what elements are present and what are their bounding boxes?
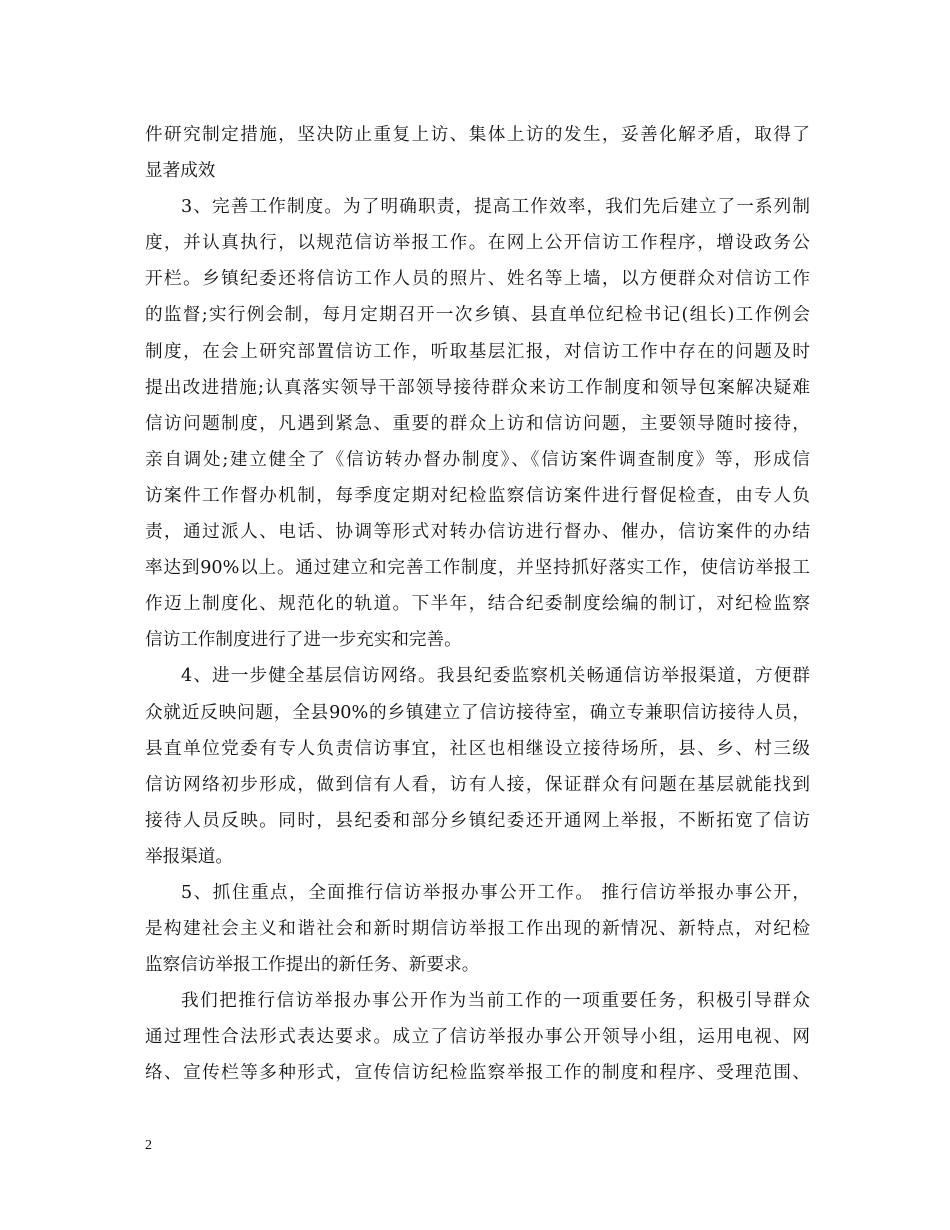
text-line: 开栏。乡镇纪委还将信访工作人员的照片、姓名等上墙，以方便群众对信访工作	[145, 269, 810, 290]
text-line: 提出改进措施;认真落实领导干部领导接待群众来访工作制度和领导包案解决疑难	[145, 377, 810, 398]
paragraph-first-line: 5、抓住重点，全面推行信访举报办事公开工作。 推行信访举报办事公开，	[181, 882, 810, 903]
text-line: 是构建社会主义和谐社会和新时期信访举报工作出现的新情况、新特点，对纪检	[145, 919, 810, 940]
body-text	[145, 117, 810, 1092]
text-line: 责，通过派人、电话、协调等形式对转办信访进行督办、催办，信访案件的办结	[145, 522, 810, 543]
text-line: 制度，在会上研究部置信访工作，听取基层汇报，对信访工作中存在的问题及时	[145, 341, 810, 362]
text-line: 作迈上制度化、规范化的轨道。下半年，结合纪委制度绘编的制订，对纪检监察	[145, 594, 810, 615]
paragraph-first-line: 4、进一步健全基层信访网络。我县纪委监察机关畅通信访举报渠道，方便群	[181, 666, 810, 687]
text-line: 信访网络初步形成，做到信有人看，访有人接，保证群众有问题在基层就能找到	[145, 774, 810, 795]
text-line: 率达到90%以上。通过建立和完善工作制度，并坚持抓好落实工作，使信访举报工	[145, 558, 810, 579]
text-line: 度，并认真执行，以规范信访举报工作。在网上公开信访工作程序，增设政务公	[145, 233, 810, 254]
page-number: 2	[145, 1138, 152, 1153]
text-line: 的监督;实行例会制，每月定期召开一次乡镇、县直单位纪检书记(组长)工作例会	[145, 305, 810, 326]
text-line: 件研究制定措施，坚决防止重复上访、集体上访的发生，妥善化解矛盾，取得了	[145, 125, 810, 145]
text-line: 众就近反映问题，全县90%的乡镇建立了信访接待室，确立专兼职信访接待人员，	[145, 702, 810, 723]
text-line: 亲自调处;建立健全了《信访转办督办制度》、《信访案件调查制度》等，形成信	[145, 449, 810, 470]
text-line: 显著成效	[145, 161, 216, 182]
text-line: 举报渠道。	[145, 846, 233, 867]
paragraph-first-line: 3、完善工作制度。为了明确职责，提高工作效率，我们先后建立了一系列制	[181, 197, 810, 218]
text-line: 络、宣传栏等多种形式，宣传信访纪检监察举报工作的制度和程序、受理范围、	[145, 1063, 810, 1084]
text-line: 信访问题制度，凡遇到紧急、重要的群众上访和信访问题，主要领导随时接待，	[145, 413, 810, 434]
paragraph-first-line: 我们把推行信访举报办事公开作为当前工作的一项重要任务，积极引导群众	[181, 991, 810, 1012]
text-line: 访案件工作督办机制，每季度定期对纪检监察信访案件进行督促检查，由专人负	[145, 485, 810, 506]
text-line: 通过理性合法形式表达要求。成立了信访举报办事公开领导小组，运用电视、网	[145, 1027, 810, 1048]
text-line: 信访工作制度进行了进一步充实和完善。	[145, 630, 462, 651]
text-line: 县直单位党委有专人负责信访事宜，社区也相继设立接待场所，县、乡、村三级	[145, 738, 810, 759]
text-line: 监察信访举报工作提出的新任务、新要求。	[145, 955, 480, 976]
text-line: 接待人员反映。同时，县纪委和部分乡镇纪委还开通网上举报，不断拓宽了信访	[145, 810, 810, 831]
